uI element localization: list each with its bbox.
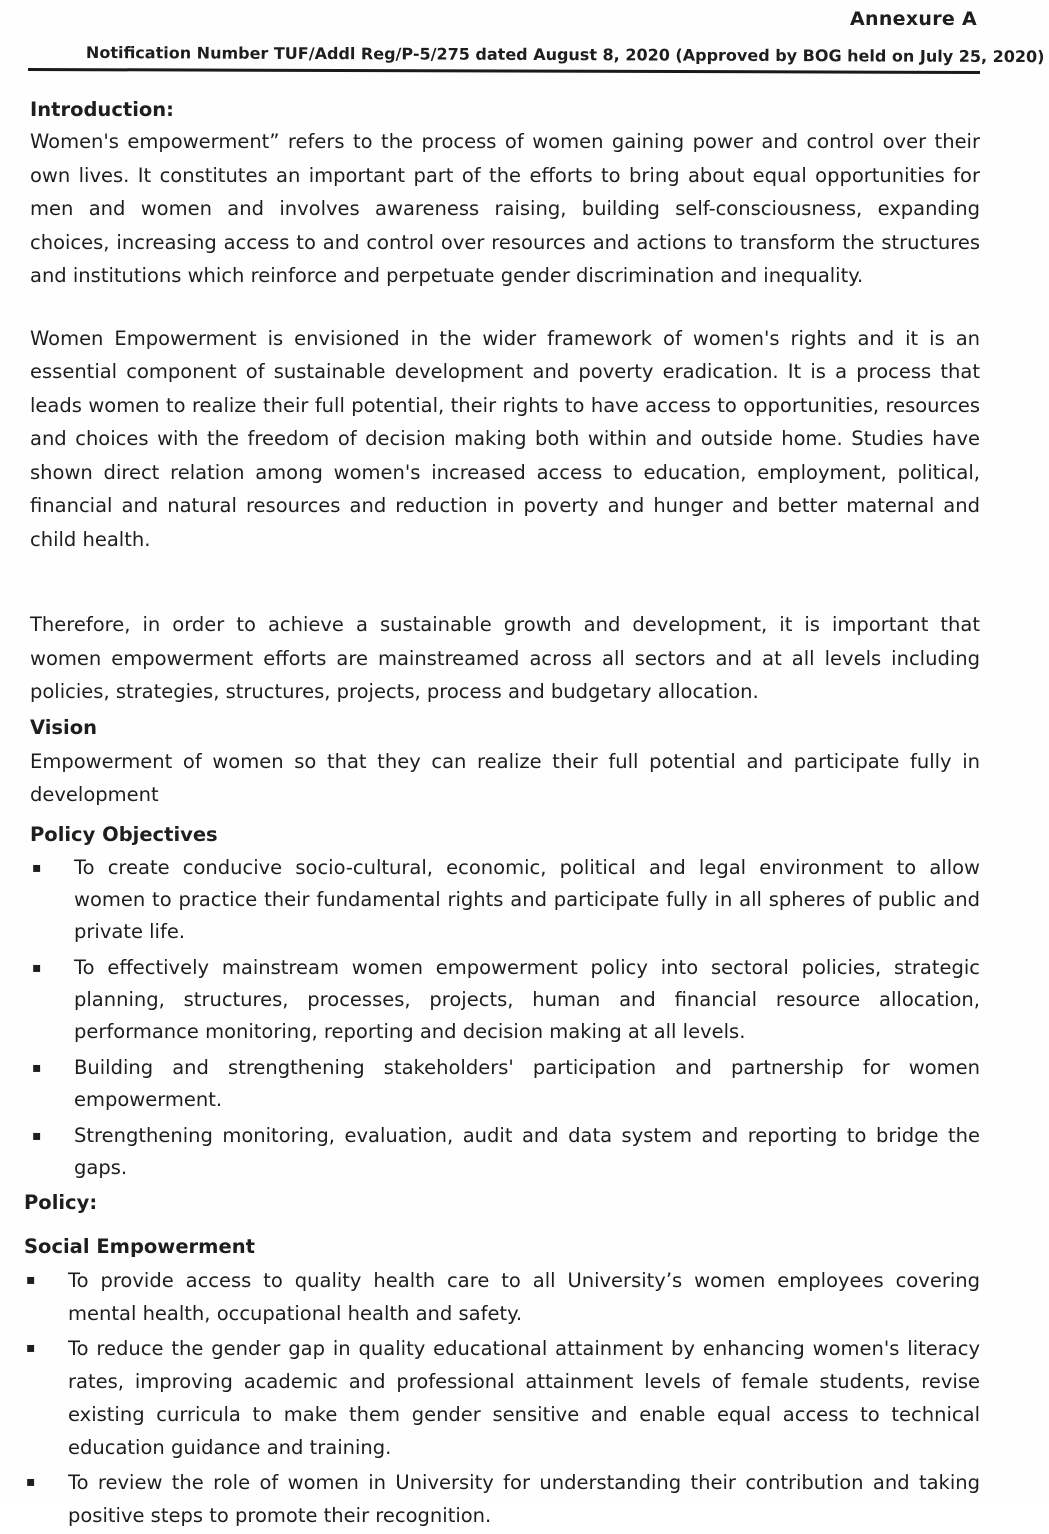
annexure-label: Annexure A bbox=[849, 8, 977, 30]
list-item bbox=[30, 1120, 980, 1184]
bullet-icon: ▪ bbox=[26, 1473, 36, 1490]
vision-text: Empowerment of women so that they can realize their full potential and participate fully in development bbox=[30, 749, 980, 806]
list-item-text: To effectively mainstream women empowerment policy into sectoral policies, strategic planning, structures, processes, projects, human and financial resource allocation, performance monitoring, reporting and decision making at all levels. bbox=[74, 955, 980, 1043]
list-item-text: Building and strengthening stakeholders' participation and partnership for women empowerment. bbox=[74, 1055, 980, 1111]
intro-paragraph-3: Therefore, in order to achieve a sustainable growth and development, it is important that women empowerment efforts are mainstreamed across all sectors and at all levels including policies, strategies, structures, projects, process and budgetary allocation. bbox=[30, 613, 980, 703]
bullet-icon: ▪ bbox=[32, 959, 42, 976]
list-item-text: To review the role of women in University for understanding their contribution and taking positive steps to promote their recognition. bbox=[68, 1470, 980, 1527]
vision-heading: Vision bbox=[30, 715, 98, 739]
social-empowerment-list bbox=[24, 1264, 980, 1532]
list-item bbox=[24, 1466, 980, 1532]
policy-objectives-list bbox=[30, 852, 980, 1184]
list-item bbox=[30, 952, 980, 1048]
list-item bbox=[30, 852, 980, 948]
list-item-text: To provide access to quality health care to all University’s women employees covering mental health, occupational health and safety. bbox=[68, 1268, 980, 1325]
intro-paragraph-2: Women Empowerment is envisioned in the wider framework of women's rights and it is an essential component of sustainable development and poverty eradication. It is a process that leads women to realize their full potential, their rights to have access to opportunities, resources and choices with the freedom of decision making both within and outside home. Studies have shown direct relation among women's increased access to education, employment, political, financial and natural resources and reduction in poverty and hunger and better maternal and child health. bbox=[30, 326, 980, 551]
list-item-text: Strengthening monitoring, evaluation, audit and data system and reporting to bridge the gaps. bbox=[74, 1123, 980, 1179]
policy-heading: Policy: bbox=[24, 1190, 98, 1214]
list-item bbox=[24, 1332, 980, 1464]
bullet-icon: ▪ bbox=[26, 1271, 36, 1288]
policy-objectives-heading: Policy Objectives bbox=[30, 822, 218, 846]
introduction-heading: Introduction: bbox=[30, 98, 174, 121]
header-divider bbox=[28, 68, 980, 74]
bullet-icon: ▪ bbox=[32, 1127, 42, 1144]
list-item bbox=[24, 1264, 980, 1330]
list-item-text: To create conducive socio-cultural, economic, political and legal environment to allow women to practice their fundamental rights and participate fully in all spheres of public and private life. bbox=[74, 855, 980, 943]
intro-paragraph-1: Women's empowerment” refers to the process of women gaining power and control over their own lives. It constitutes an important part of the efforts to bring about equal opportunities for men and women and involves awareness raising, building self-consciousness, expanding choices, increasing access to and control over resources and actions to transform the structures and institutions which reinforce and perpetuate gender discrimination and inequality. bbox=[30, 130, 980, 287]
social-empowerment-heading: Social Empowerment bbox=[24, 1234, 255, 1258]
list-item bbox=[30, 1052, 980, 1116]
document-body bbox=[24, 95, 980, 1534]
bullet-icon: ▪ bbox=[26, 1339, 36, 1356]
bullet-icon: ▪ bbox=[32, 1059, 42, 1076]
bullet-icon: ▪ bbox=[32, 859, 42, 876]
notification-line: Notification Number TUF/Addl Reg/P-5/275 dated August 8, 2020 (Approved by BOG held on July 25, 2020) bbox=[85, 43, 1045, 67]
list-item-text: To reduce the gender gap in quality educational attainment by enhancing women's literacy rates, improving academic and professional attainment levels of female students, revise existing curricula to make them gender sensitive and enable equal access to technical education guidance and training. bbox=[68, 1336, 980, 1459]
